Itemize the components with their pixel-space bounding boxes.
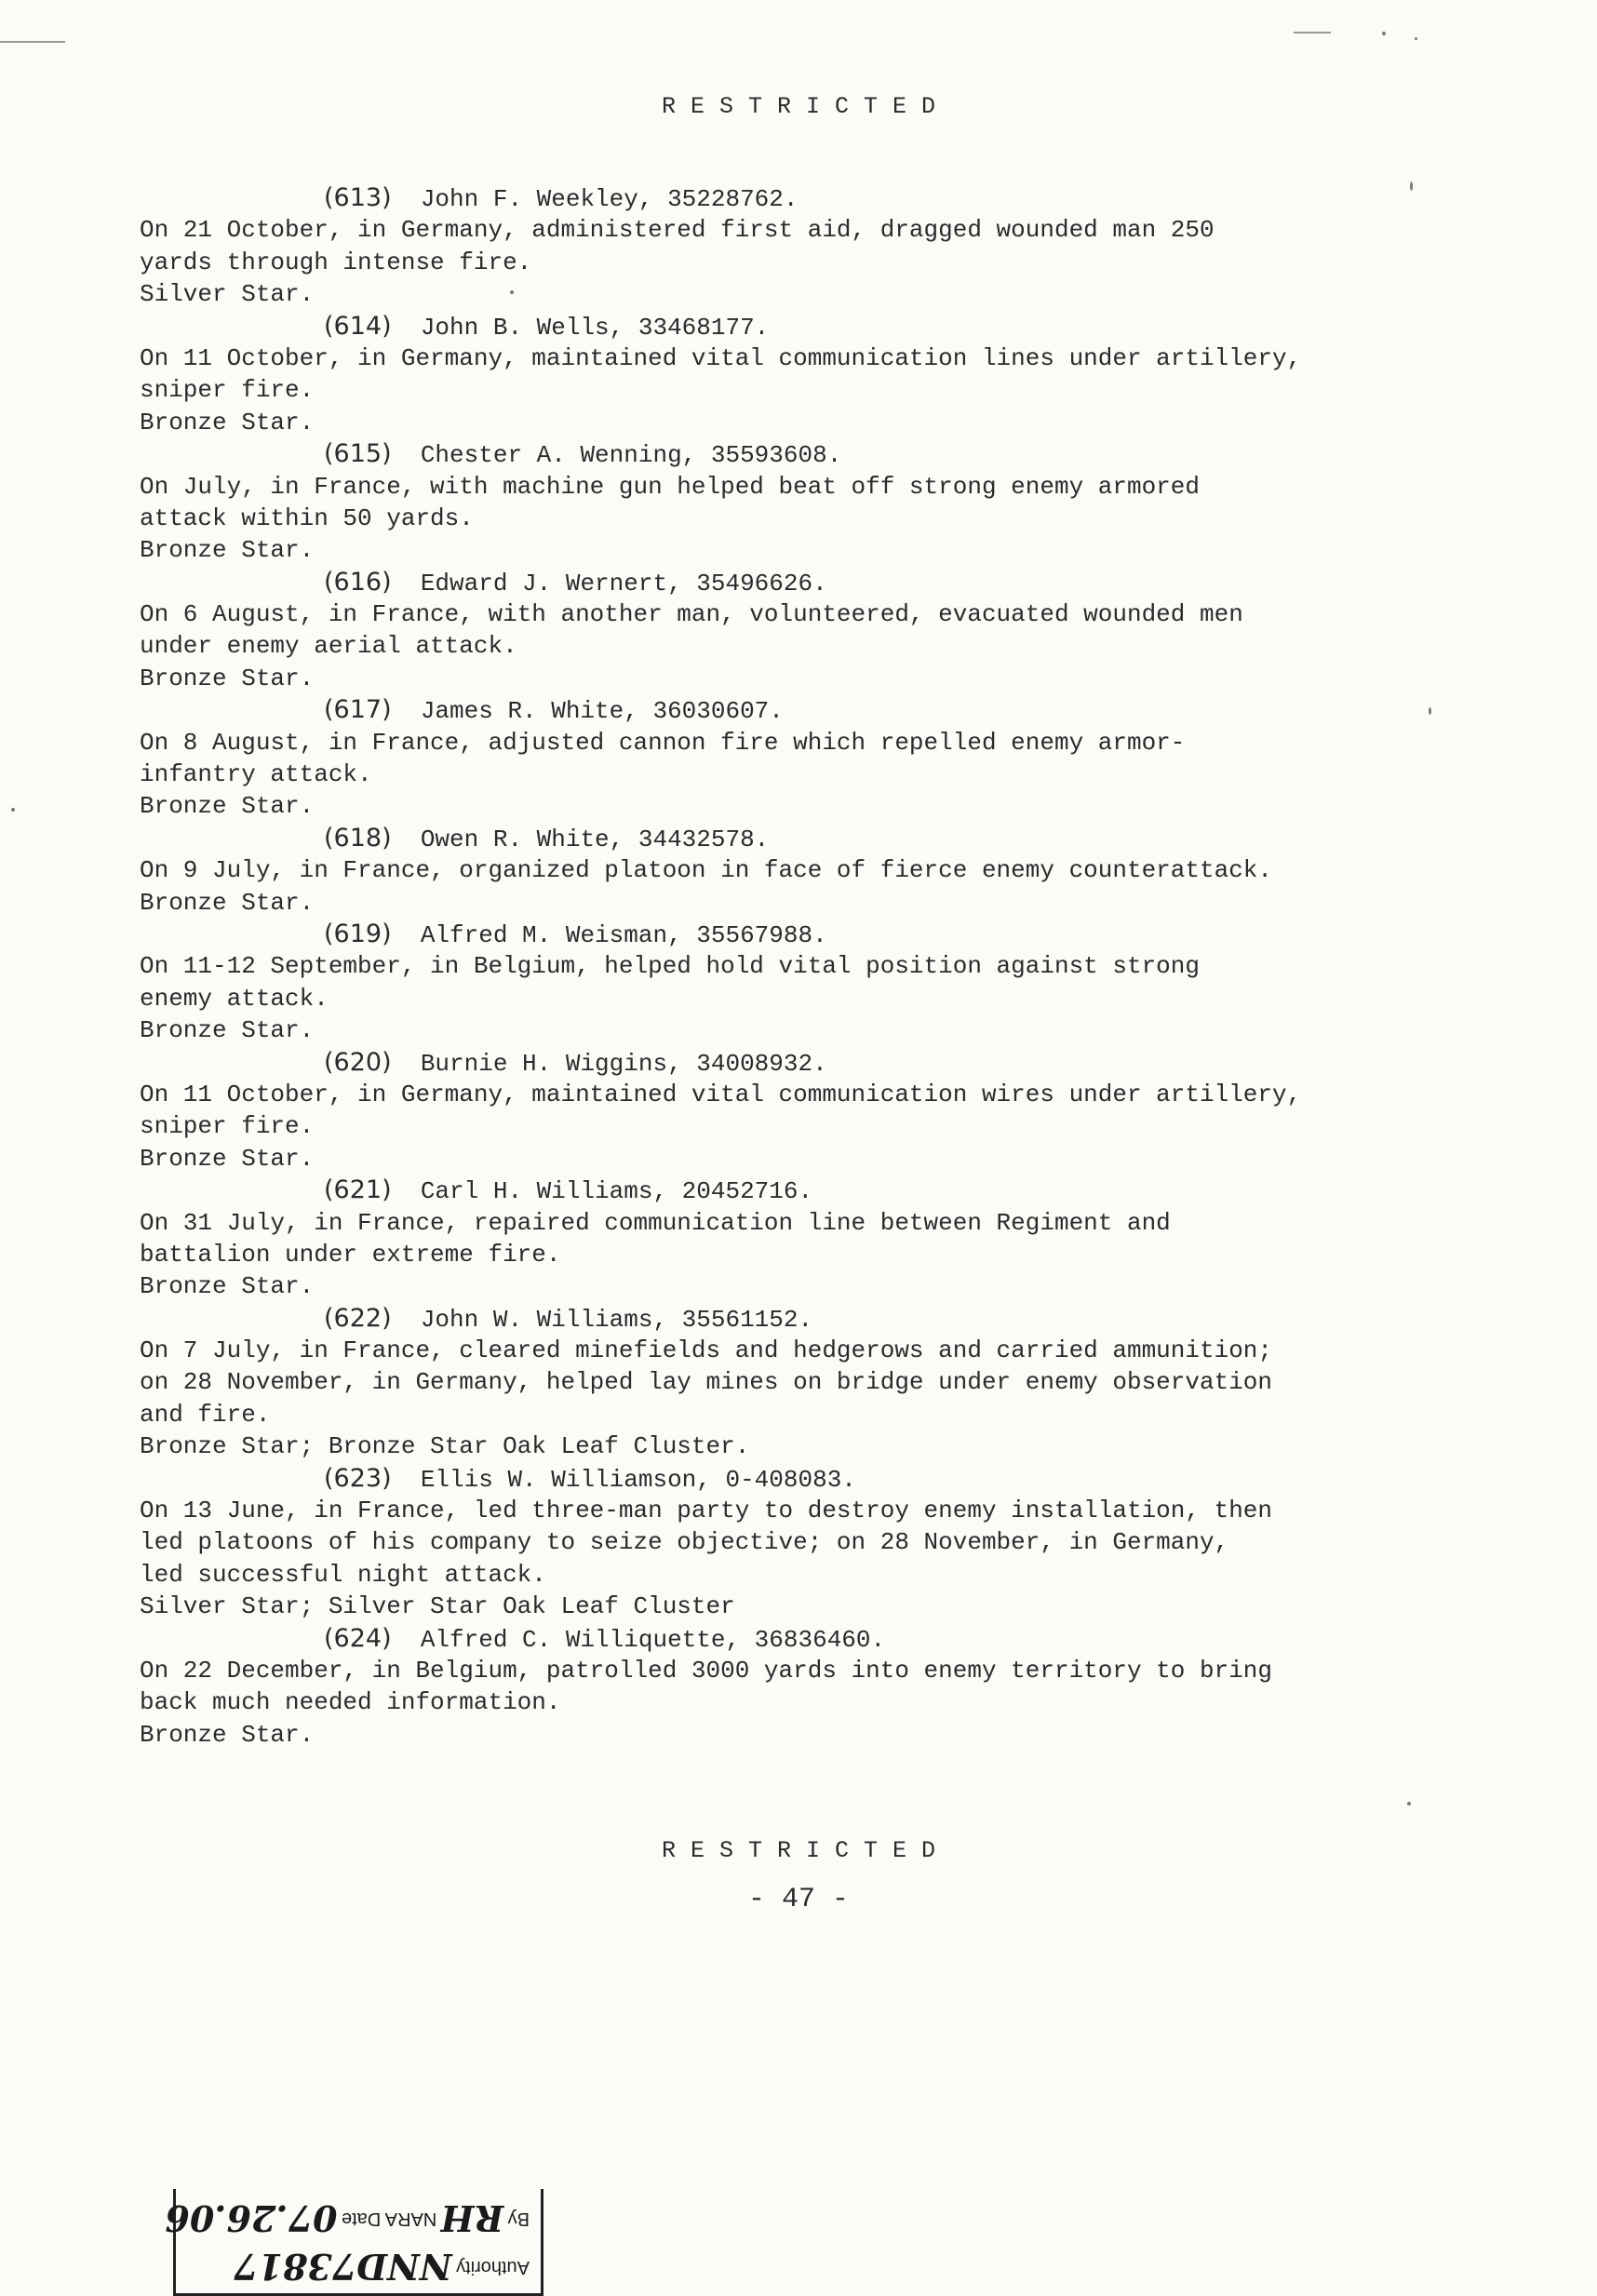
declassification-stamp [165, 2189, 544, 2296]
scan-speck [1429, 707, 1431, 715]
citation-number: (618) [324, 823, 392, 853]
citation-award: Bronze Star. [140, 1144, 315, 1173]
citation-entry [140, 567, 1461, 695]
citation-list [140, 182, 1461, 1751]
citation-text-line: on 28 November, in Germany, helped lay mines on bridge under enemy observation [140, 1368, 1272, 1397]
citation-number: (622) [324, 1303, 392, 1333]
citation-name-serial: Owen R. White, 34432578. [420, 825, 770, 853]
citation-text-line: infantry attack. [140, 760, 372, 789]
citation-award: Bronze Star. [140, 1016, 315, 1045]
citation-entry [140, 1047, 1461, 1175]
citation-name-serial: Ellis W. Williamson, 0-408083. [420, 1465, 856, 1494]
citation-heading [140, 1047, 1461, 1079]
citation-name-serial: John B. Wells, 33468177. [420, 313, 770, 342]
citation-award: Bronze Star. [140, 1272, 315, 1301]
citation-text-line: back much needed information. [140, 1688, 561, 1717]
citation-heading [140, 1175, 1461, 1206]
stamp-authority-row [185, 2241, 530, 2288]
citation-text-line: and fire. [140, 1400, 271, 1429]
stamp-by-row [165, 2193, 530, 2239]
citation-name-serial: Alfred C. Williquette, 36836460. [420, 1625, 886, 1654]
citation-award: Bronze Star. [140, 664, 315, 692]
stamp-nara-date-value: 07.26.06 [165, 2197, 338, 2239]
citation-text-line: battalion under extreme fire. [140, 1240, 561, 1269]
citation-heading [140, 438, 1461, 470]
citation-text-line: enemy attack. [140, 984, 329, 1013]
citation-text-line: On 11 October, in Germany, maintained vital communication wires under artillery, [140, 1080, 1302, 1108]
scan-speck [1382, 32, 1386, 35]
citation-award: Silver Star; Silver Star Oak Leaf Cluster [140, 1592, 735, 1621]
citation-entry [140, 1303, 1461, 1463]
citation-text-line: On 9 July, in France, organized platoon in face of fierce enemy counterattack. [140, 856, 1272, 885]
citation-number: (620) [324, 1047, 392, 1077]
citation-number: (613) [324, 183, 392, 212]
citation-text-line: led successful night attack. [140, 1560, 546, 1589]
citation-text-line: On July, in France, with machine gun helped beat off strong enemy armored [140, 472, 1200, 501]
footer-restricted: RESTRICTED [661, 1837, 951, 1864]
citation-name-serial: Edward J. Wernert, 35496626. [420, 569, 827, 597]
citation-number: (619) [324, 919, 392, 948]
citation-number: (624) [324, 1623, 392, 1653]
citation-text-line: On 7 July, in France, cleared minefields and hedgerows and carried ammunition; [140, 1336, 1272, 1365]
citation-text-line: sniper fire. [140, 1112, 315, 1141]
citation-heading [140, 694, 1461, 726]
stamp-authority-value: NND73817 [233, 2246, 452, 2288]
citation-text-line: On 11 October, in Germany, maintained vital communication lines under artillery, [140, 343, 1302, 372]
citation-entry [140, 919, 1461, 1047]
scan-speck [510, 290, 514, 294]
citation-name-serial: Chester A. Wenning, 35593608. [420, 441, 842, 470]
scan-edge-mark [1294, 32, 1331, 34]
scan-edge-mark [0, 41, 65, 43]
citation-name-serial: Burnie H. Wiggins, 34008932. [420, 1049, 827, 1078]
stamp-nara-date-label: NARA Date [342, 2209, 437, 2229]
citation-award: Bronze Star. [140, 408, 315, 436]
stamp-by-value: RH [440, 2197, 504, 2239]
scan-speck [1415, 37, 1417, 40]
citation-entry [140, 311, 1461, 439]
citation-entry [140, 438, 1461, 567]
citation-text-line: On 22 December, in Belgium, patrolled 3000 yards into enemy territory to bring [140, 1656, 1272, 1685]
citation-heading [140, 1623, 1461, 1655]
citation-entry [140, 1463, 1461, 1623]
citation-heading [140, 182, 1461, 214]
stamp-authority-label: Authority [456, 2257, 530, 2277]
page-number: - 47 - [747, 1884, 850, 1915]
citation-name-serial: John W. Williams, 35561152. [420, 1305, 813, 1334]
citation-award: Bronze Star. [140, 1720, 315, 1749]
citation-name-serial: Carl H. Williams, 20452716. [420, 1177, 813, 1206]
citation-text-line: On 11-12 September, in Belgium, helped hold vital position against strong [140, 952, 1200, 981]
citation-text-line: On 21 October, in Germany, administered first aid, dragged wounded man 250 [140, 216, 1215, 245]
citation-entry [140, 823, 1461, 919]
citation-number: (616) [324, 567, 392, 597]
citation-number: (614) [324, 311, 392, 341]
citation-heading [140, 919, 1461, 950]
citation-entry [140, 694, 1461, 823]
citation-text-line: yards through intense fire. [140, 248, 532, 276]
citation-heading [140, 1463, 1461, 1495]
citation-number: (617) [324, 695, 392, 725]
citation-award: Bronze Star. [140, 792, 315, 821]
citation-number: (623) [324, 1463, 392, 1493]
citation-award: Silver Star. [140, 280, 315, 309]
scan-speck [1410, 181, 1413, 191]
citation-heading [140, 823, 1461, 854]
citation-name-serial: James R. White, 36030607. [420, 697, 784, 726]
citation-heading [140, 567, 1461, 598]
citation-text-line: On 13 June, in France, led three-man party to destroy enemy installation, then [140, 1497, 1272, 1525]
citation-entry [140, 1175, 1461, 1303]
header-restricted: RESTRICTED [661, 93, 951, 120]
citation-name-serial: Alfred M. Weisman, 35567988. [420, 920, 827, 949]
citation-entry [140, 1623, 1461, 1752]
citation-text-line: On 31 July, in France, repaired communication line between Regiment and [140, 1208, 1171, 1237]
scan-speck [1407, 1802, 1411, 1806]
citation-award: Bronze Star. [140, 536, 315, 565]
stamp-by-label: By [507, 2209, 530, 2229]
citation-award: Bronze Star. [140, 888, 315, 917]
citation-number: (615) [324, 439, 392, 469]
citation-name-serial: John F. Weekley, 35228762. [420, 185, 798, 213]
citation-text-line: sniper fire. [140, 376, 315, 405]
citation-heading [140, 311, 1461, 342]
citation-text-line: under enemy aerial attack. [140, 632, 517, 661]
citation-text-line: led platoons of his company to seize objective; on 28 November, in Germany, [140, 1528, 1229, 1557]
citation-heading [140, 1303, 1461, 1335]
citation-entry [140, 182, 1461, 311]
citation-text-line: On 6 August, in France, with another man, volunteered, evacuated wounded men [140, 600, 1243, 629]
citation-award: Bronze Star; Bronze Star Oak Leaf Cluster. [140, 1432, 750, 1461]
scan-speck [11, 808, 15, 812]
citation-text-line: On 8 August, in France, adjusted cannon fire which repelled enemy armor- [140, 728, 1186, 757]
citation-number: (621) [324, 1175, 392, 1205]
citation-text-line: attack within 50 yards. [140, 504, 474, 532]
